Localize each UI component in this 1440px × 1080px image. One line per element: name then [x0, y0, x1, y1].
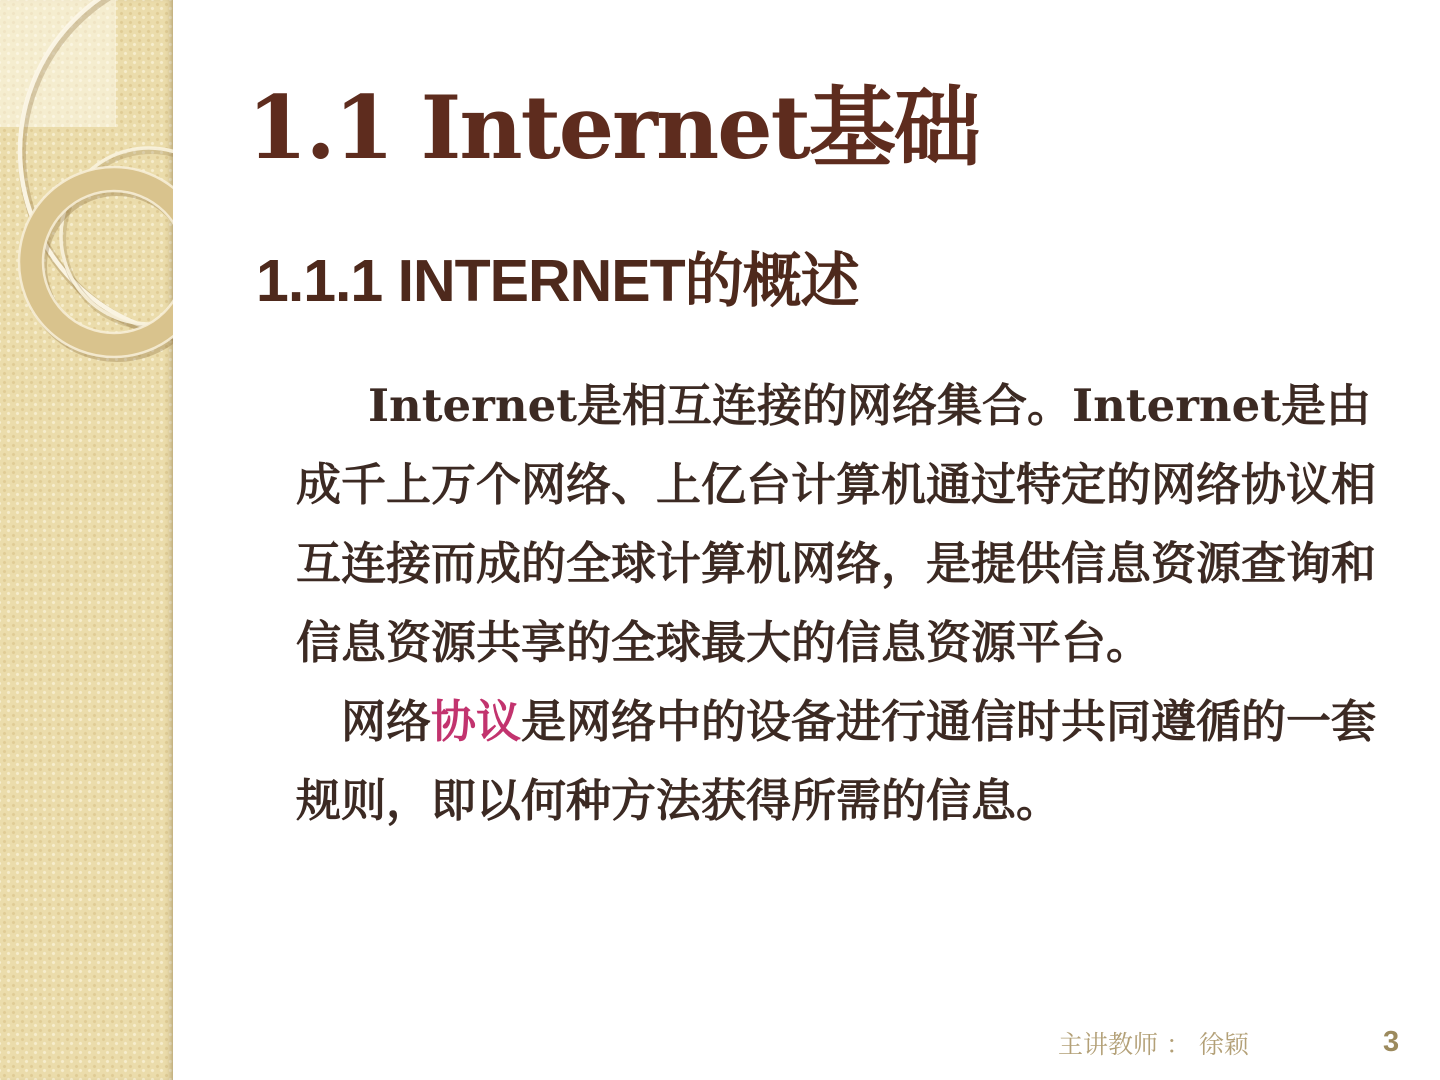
- body-text-block: [296, 366, 1404, 840]
- sidebar-circles-ornament: [0, 0, 173, 1080]
- paragraph-internet-definition: [296, 366, 1404, 682]
- decorative-sidebar: [0, 0, 173, 1080]
- slide-title: 1.1 Internet基础: [247, 76, 979, 179]
- page-number: 3: [1383, 1026, 1400, 1058]
- sidebar-light-rect: [0, 0, 116, 127]
- slide-subtitle: 1.1.1 INTERNET的概述: [256, 248, 859, 314]
- protocol-highlight-text: 协议: [431, 695, 522, 748]
- paragraph-2-text-before: 网络: [341, 695, 432, 748]
- footer-teacher-credit: 主讲教师 ： 徐颖: [1058, 1030, 1249, 1059]
- paragraph-protocol-definition: [296, 682, 1404, 840]
- paragraph-2-text-after: 是网络中的设备进行通信时共同遵循的一套规则，即以何种方法获得所需的信息。: [296, 695, 1377, 827]
- paragraph-1-text: Internet是相互连接的网络集合。Internet是由成千上万个网络、上亿台计算机通过特定的网络协议相互连接而成的全球计算机网络，是提供信息资源查询和信息资源共享的全球最大的信息资源平台。: [296, 379, 1377, 669]
